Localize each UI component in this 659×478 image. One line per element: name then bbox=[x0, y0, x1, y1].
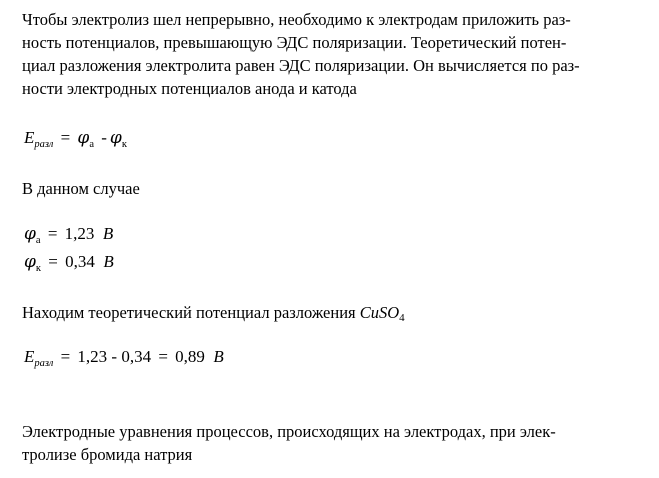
paragraph-intro-line-4: ности электродных потенциалов анода и катода bbox=[22, 79, 357, 98]
paragraph-find-potential bbox=[22, 301, 405, 327]
formula-value: 0,34 bbox=[65, 252, 95, 271]
formula-symbol-e: E bbox=[24, 128, 35, 147]
chem-formula-subscript: 4 bbox=[399, 312, 405, 324]
paragraph-intro-line-3: циал разложения электролита равен ЭДС поляризации. Он вычисляется по раз- bbox=[22, 56, 580, 75]
paragraph-intro bbox=[22, 8, 580, 100]
paragraph-electrode-equations bbox=[22, 420, 556, 466]
chem-formula-cuso4 bbox=[360, 303, 405, 322]
formula-unit: В bbox=[102, 224, 114, 243]
paragraph-given: В данном случае bbox=[22, 179, 140, 198]
chem-formula-main: CuSO bbox=[359, 303, 400, 322]
formula-symbol-phi: φ bbox=[77, 128, 90, 148]
formula-symbol-phi: φ bbox=[24, 224, 36, 244]
formula-unit: В bbox=[213, 347, 224, 366]
formula-subscript-razl: разл bbox=[34, 358, 54, 369]
paragraph-electrode-equations-line-1: Электродные уравнения процессов, происходящих на электродах, при элек- bbox=[22, 422, 556, 441]
formula-subscript-cathode: к bbox=[35, 263, 42, 274]
formula-symbol-phi: φ bbox=[24, 252, 36, 272]
paragraph-intro-line-1: Чтобы электролиз шел непрерывно, необходимо к электродам приложить раз- bbox=[22, 10, 571, 29]
formula-anode-potential bbox=[24, 224, 113, 244]
formula-unit: В bbox=[103, 252, 114, 271]
paragraph-find-potential-text: Находим теоретический потенциал разложения bbox=[22, 303, 360, 322]
formula-equals: = bbox=[60, 128, 71, 147]
formula-equals: = bbox=[60, 347, 71, 366]
formula-subscript-anode: а bbox=[35, 235, 41, 246]
formula-decomposition-result bbox=[24, 347, 224, 367]
paragraph-intro-line-2: ность потенциалов, превышающую ЭДС поляризации. Теоретический потен- bbox=[22, 33, 567, 52]
formula-expression: 1,23 - 0,34 bbox=[77, 347, 152, 366]
formula-symbol-phi: φ bbox=[109, 128, 122, 148]
paragraph-electrode-equations-line-2: тролизе бромида натрия bbox=[22, 445, 193, 464]
formula-minus: - bbox=[101, 128, 107, 147]
formula-equals: = bbox=[48, 252, 58, 271]
formula-decomposition-potential bbox=[24, 128, 127, 148]
formula-subscript-anode: а bbox=[89, 139, 94, 150]
formula-cathode-potential bbox=[24, 252, 114, 272]
formula-equals: = bbox=[47, 224, 58, 243]
formula-subscript-razl: разл bbox=[34, 139, 54, 150]
formula-subscript-cathode: к bbox=[121, 139, 127, 150]
formula-symbol-e: E bbox=[24, 347, 35, 366]
formula-equals: = bbox=[158, 347, 168, 366]
formula-value: 1,23 bbox=[64, 224, 95, 243]
formula-value: 0,89 bbox=[175, 347, 205, 366]
